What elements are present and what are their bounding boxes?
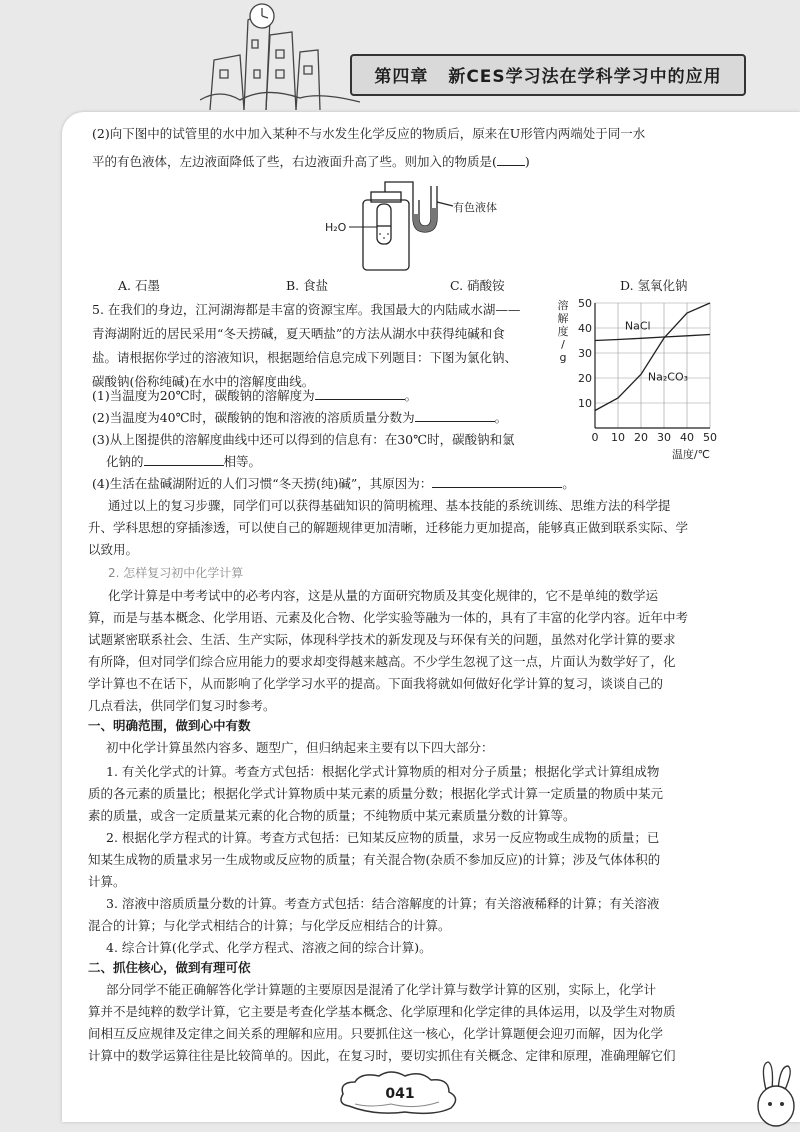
q5-sub-1: [92, 386, 417, 406]
item-1-line-1: 1. 有关化学式的计算。考查方式包括：根据化学式计算物质的相对分子质量；根据化学式计算组成物: [106, 764, 660, 779]
item-2-line-1: 2. 根据化学方程式的计算。考查方式包括：已知某反应物的质量，求另一反应物或生成物的质量；已: [106, 830, 660, 845]
summary-line-3: 以致用。: [88, 542, 139, 557]
q5-sub-4: [92, 474, 575, 494]
y-tick-label: 20: [578, 372, 592, 385]
q5-line-2: 青海湖附近的居民采用“冬天捞碱，夏天晒盐”的方法从湖水中获得纯碱和食: [92, 326, 505, 341]
q5-sub-2-end: 。: [494, 410, 508, 425]
q5-sub-4-blank[interactable]: [432, 475, 562, 488]
x-axis-label: 温度/℃: [671, 448, 710, 461]
intro-line-1: 化学计算是中考考试中的必考内容，这是从量的方面研究物质及其变化规律的，它不是单纯的数学运: [108, 588, 659, 603]
q5-sub-3-blank[interactable]: [144, 453, 224, 466]
q2-answer-blank[interactable]: [497, 153, 525, 166]
series-label-nacl: NaCl: [624, 319, 651, 333]
y-tick-label: 50: [578, 297, 592, 310]
series-label-na2co3: Na₂CO₃: [647, 370, 689, 384]
q5-sub-3a: (3)从上图提供的溶解度曲线中还可以得到的信息有：在30℃时，碳酸钠和氯: [92, 432, 515, 447]
solubility-chart: [555, 295, 725, 465]
page-number: 041: [385, 1086, 415, 1102]
intro-line-4: 有所降，但对同学们综合应用能力的要求却变得越来越高。不少学生忽视了这一点，片面认为数学好了，化: [88, 654, 676, 669]
section-2-heading: 2. 怎样复习初中化学计算: [108, 566, 244, 580]
intro-line-2: 算，而是与基本概念、化学用语、元素及化合物、化学实验等融为一体的，具有了丰富的化学内容。近年中考: [88, 610, 689, 625]
heading-2: 二、抓住核心，做到有理可依: [88, 960, 251, 975]
item-3-line-1: 3. 溶液中溶质质量分数的计算。考查方式包括：结合溶解度的计算；有关溶液稀释的计算；有关溶液: [106, 896, 660, 911]
heading-1: 一、明确范围，做到心中有数: [88, 718, 251, 733]
y-tick-label: 10: [578, 397, 592, 410]
q5-sub-1-text: (1)当温度为20℃时，碳酸钠的溶解度为: [92, 388, 315, 403]
y-axis-label-char: 解: [557, 312, 569, 325]
item-2-line-3: 计算。: [88, 874, 126, 889]
rabbit-illustration: [752, 1060, 800, 1132]
item-4: 4. 综合计算(化学式、化学方程式、溶液之间的综合计算)。: [106, 940, 432, 955]
buildings-illustration: [200, 0, 360, 115]
q5-sub-2-blank[interactable]: [415, 409, 495, 422]
y-tick-label: 30: [578, 347, 592, 360]
q2-line-1: (2)向下图中的试管里的水中加入某种不与水发生化学反应的物质后，原来在U形管内两端处于同一水: [92, 126, 646, 141]
q5-sub-3b-end: 相等。: [223, 454, 262, 469]
y-axis-label-char: /: [561, 338, 565, 351]
chapter-title: [352, 62, 744, 87]
para-2-line-2: 算并不是纯粹的数学计算，它主要是考查化学基本概念、化学原理和化学定律的具体运用，以及学生对物质: [88, 1004, 676, 1019]
q2-line-2-end: ): [524, 154, 530, 169]
q5-sub-1-blank[interactable]: [315, 387, 405, 400]
para-2-line-4: 计算中的数学运算往往是比较简单的。因此，在复习时，要切实抓住有关概念、定律和原理，准确理解它们: [88, 1048, 676, 1063]
q5-sub-1-end: 。: [404, 388, 418, 403]
x-tick-label: 40: [680, 431, 694, 444]
item-2-line-2: 知某生成物的质量求另一生成物或反应物的质量；有关混合物(杂质不参加反应)的计算；涉及气体体积的: [88, 852, 661, 867]
q5-sub-4-end: 。: [562, 476, 575, 491]
summary-line-2: 升、学科思想的穿插渗透，可以使自己的解题规律更加清晰，迁移能力更加提高，能够真正做到联系实际、学: [88, 520, 689, 535]
intro-line-6: 几点看法，供同学们复习时参考。: [88, 698, 276, 713]
x-tick-label: 50: [703, 431, 717, 444]
series-line-na2co3: [595, 303, 710, 411]
y-tick-label: 40: [578, 322, 592, 335]
q5-line-1: 5. 在我们的身边，江河湖海都是丰富的资源宝库。我国最大的内陆咸水湖——: [92, 302, 521, 317]
q2-option-d[interactable]: D. 氢氧化钠: [620, 278, 688, 293]
colored-liquid-label: 有色液体: [453, 201, 497, 214]
item-1-line-3: 素的质量，或含一定质量某元素的化合物的质量；不纯物质中某元素质量分数的计算等。: [88, 808, 576, 823]
intro-line-3: 试题紧密联系社会、生活、生产实际，体现科学技术的新发现及与环保有关的问题，虽然对化学计算的要求: [88, 632, 676, 647]
q2-line-2-text: 平的有色液体，左边液面降低了些，右边液面升高了些。则加入的物质是(: [92, 154, 497, 169]
q5-sub-3b: [106, 452, 261, 472]
y-axis-label-char: g: [559, 351, 567, 364]
q2-option-a[interactable]: A. 石墨: [118, 278, 160, 293]
x-tick-label: 20: [634, 431, 648, 444]
q5-sub-2-text: (2)当温度为40℃时，碳酸钠的饱和溶液的溶质质量分数为: [92, 410, 415, 425]
chapter-header: [350, 54, 746, 96]
item-1-line-2: 质的各元素的质量比；根据化学式计算物质中某元素的质量分数；根据化学式计算一定质量的物质中某元: [88, 786, 664, 801]
x-tick-label: 10: [611, 431, 625, 444]
series-line-nacl: [595, 335, 710, 341]
para-2-line-1: 部分同学不能正确解答化学计算题的主要原因是混淆了化学计算与数学计算的区别，实际上，化学计: [106, 982, 657, 997]
summary-line-1: 通过以上的复习步骤，同学们可以获得基础知识的简明梳理、基本技能的系统训练、思维方法的科学提: [108, 498, 671, 513]
q2-option-b[interactable]: B. 食盐: [286, 278, 329, 293]
x-tick-label: 30: [657, 431, 671, 444]
para-2-line-3: 间相互反应规律及定律之间关系的理解和应用。只要抓住这一核心，化学计算题便会迎刃而解，因为化学: [88, 1026, 664, 1041]
q2-line-2: [92, 152, 530, 172]
chapter-name: 新CES学习法在学科学习中的应用: [448, 67, 722, 87]
item-3-line-2: 混合的计算；与化学式相结合的计算；与化学反应相结合的计算。: [88, 918, 451, 933]
q5-line-4: 碳酸钠(俗称纯碱)在水中的溶解度曲线。: [92, 374, 315, 389]
q5-sub-2: [92, 408, 507, 428]
water-label: H₂O: [325, 221, 347, 234]
para-1: 初中化学计算虽然内容多、题型广，但归纳起来主要有以下四大部分：: [106, 740, 494, 755]
q5-sub-3b-text: 化钠的: [106, 454, 144, 469]
q2-option-c[interactable]: C. 硝酸铵: [450, 278, 505, 293]
q5-sub-4-text: (4)生活在盐碱湖附近的人们习惯“冬天捞(纯)碱”，其原因为：: [92, 476, 433, 491]
apparatus-figure: [325, 178, 525, 273]
y-axis-label-char: 溶: [557, 299, 569, 312]
q5-line-3: 盐。请根据你学过的溶液知识，根据题给信息完成下列题目：下图为氯化钠、: [92, 350, 518, 365]
x-tick-label: 0: [591, 431, 599, 444]
y-axis-label-char: 度: [557, 325, 569, 338]
chapter-number: 第四章: [374, 67, 429, 87]
intro-line-5: 学计算也不在话下，从而影响了化学学习水平的提高。下面我将就如何做好化学计算的复习，谈谈自己的: [88, 676, 664, 691]
